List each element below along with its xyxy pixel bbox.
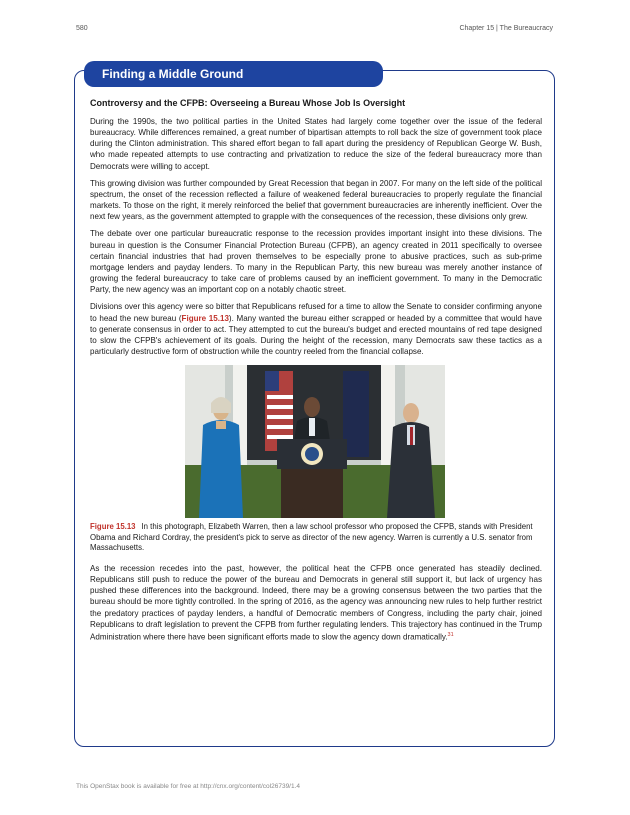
- page-number: 580: [76, 25, 88, 32]
- figure-label: Figure 15.13: [90, 522, 136, 532]
- paragraph-5: [90, 563, 542, 643]
- paragraph-2: This growing division was further compounded by Great Recession that began in 2007. For many on the left side of the political spectrum, the onset of the recession reflected a failure of weakened federal bureaucracies to properly regulate the financial markets. To those on the right, it merely reinforced the belief that government bureaucracies are inherently inefficient. Over the next few years, as the government attempted to grapple with the consequences of the recession, these divisions only grew.: [90, 178, 542, 222]
- footnote-link[interactable]: 31: [447, 631, 454, 638]
- figure-photo: [185, 365, 445, 518]
- figure-caption-text: In this photograph, Elizabeth Warren, then a law school professor who proposed the CFPB, stands with President Obama and Richard Cordray, the president's pick to serve as director of the new agency. Warren is currently a U.S. senator from Massachusetts.: [90, 522, 533, 553]
- paragraph-1: During the 1990s, the two political parties in the United States had largely come together over the issue of the federal bureaucracy. While differences remained, a great number of bipartisan attempts to roll back the size of government took place during the Clinton administration. This shared effort began to fall apart during the presidency of Republican George W. Bush, who made repeated attempts to use contracting and privatization to reduce the size of the federal bureaucracy more than Democrats were willing to accept.: [90, 117, 542, 171]
- page-footer: This OpenStax book is available for free at http://cnx.org/content/col26739/1.4: [76, 783, 301, 790]
- paragraph-3: The debate over one particular bureaucratic response to the recession provides important insight into these divisions. The bureau in question is the Consumer Financial Protection Bureau (CFPB), an agency created in 2011 specifically to oversee certain financial industries that had proven themselves to be especially prone to abusive practices, such as sub-prime mortgage lenders and payday lenders. To many in the Republican Party, this new bureau was merely another instance of growing the federal bureaucracy to take care of problems caused by an inefficient government. To many in the Democratic Party, the new agency was an important cop on a notably chaotic street.: [90, 229, 542, 295]
- paragraph-4-part-b: ). Many wanted the bureau either scrapped or headed by a committee that would have to generate consensus in order to act. They attempted to cut the bureau's budget and erected mountains of red tape designed to slow the CFPB's achievement of its goals. During the height of the recession, many Democrats saw these tactics as a particularly destructive form of obstruction while the country reeled from the financial collapse.: [90, 313, 542, 356]
- paragraph-5-text: As the recession recedes into the past, however, the political heat the CFPB once generated has steadily declined. Republicans still push to reduce the power of the bureau and Democrats in general still support it, but lack of urgency has pushed these differences into the background. Indeed, there may be a growing consensus between the two parties that the bureau should be more tightly controlled. In the spring of 2016, as the agency was announcing new rules to help further restrict the predatory practices of payday lenders, a handful of Democratic members of Congress, including the party chair, joined Republicans to draft legislation to prevent the CFPB from further regulating lenders. This trajectory has continued in the Trump Administration where there have been significant efforts made to slow the agency down dramatically.: [90, 563, 542, 642]
- figure-reference-link[interactable]: Figure 15.13: [181, 313, 229, 323]
- feature-box-title: Finding a Middle Ground: [84, 61, 383, 87]
- chapter-title: Chapter 15 | The Bureaucracy: [459, 25, 553, 32]
- paragraph-4-part-a: Divisions over this agency were so bitter that Republicans refused for a time to allow the Senate to consider confirming anyone to head the new bureau (: [90, 302, 542, 323]
- article-heading: Controversy and the CFPB: Overseeing a Bureau Whose Job Is Oversight: [90, 98, 406, 108]
- figure-caption: [90, 522, 542, 554]
- paragraph-4: [90, 301, 542, 357]
- feature-content: [90, 97, 542, 649]
